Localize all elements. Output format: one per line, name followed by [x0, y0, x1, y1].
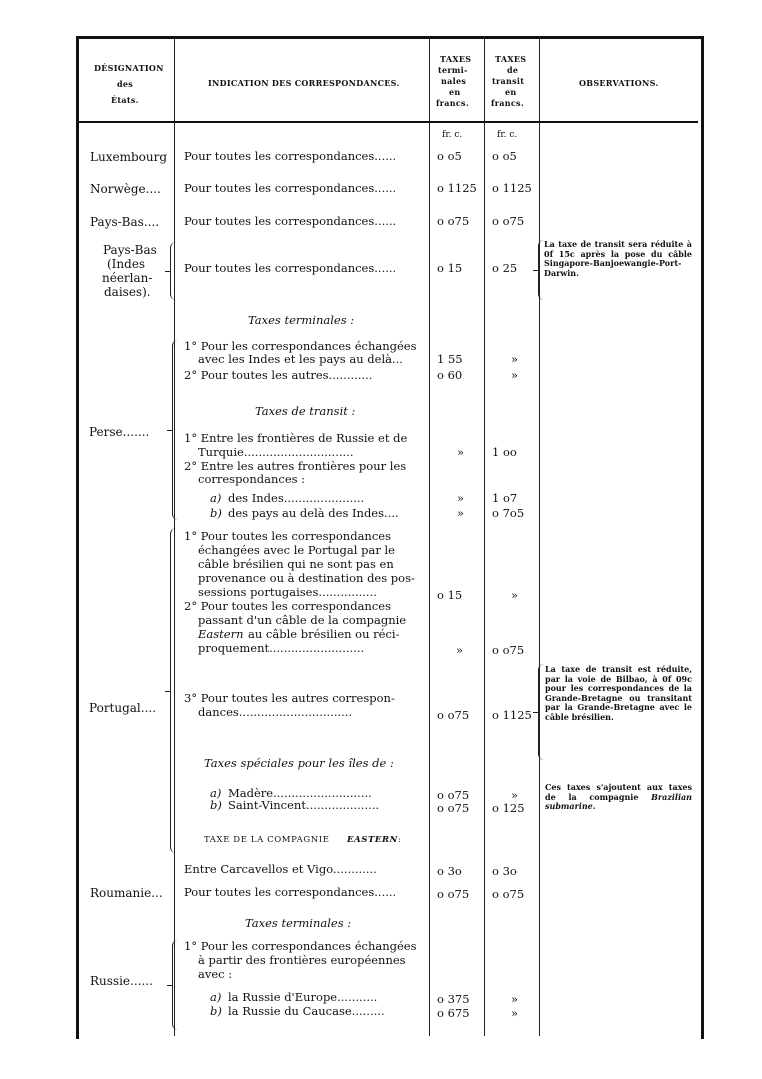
header-observations: OBSERVATIONS. — [579, 78, 659, 88]
unit-label: fr. c. — [497, 130, 518, 140]
header-indication: INDICATION DES CORRESPONDANCES. — [208, 78, 400, 88]
column-rule — [429, 39, 430, 1036]
brace — [538, 664, 545, 760]
unit-label: fr. c. — [442, 130, 463, 140]
brace — [172, 340, 179, 520]
column-rule — [484, 39, 485, 1036]
observation-note: La taxe de transit est réduite, par la voie de Bilbao, à 0f 09c pour les correspondances de la Grande-Bretagne ou transitant par la Grande-Bretagne avec le câble brésilien. — [545, 664, 692, 722]
header-rule — [79, 121, 698, 123]
brace — [170, 242, 177, 300]
observation-note: Ces taxes s'ajoutent aux taxes de la compagnie Brazilian submarine. — [545, 782, 692, 812]
brace — [170, 528, 177, 853]
column-rule — [539, 39, 540, 1036]
brace — [172, 940, 179, 1030]
observation-note: La taxe de transit sera réduite à 0f 15c après la pose du câble Singapore-Banjoewangie-Port-Darwin. — [544, 239, 692, 278]
